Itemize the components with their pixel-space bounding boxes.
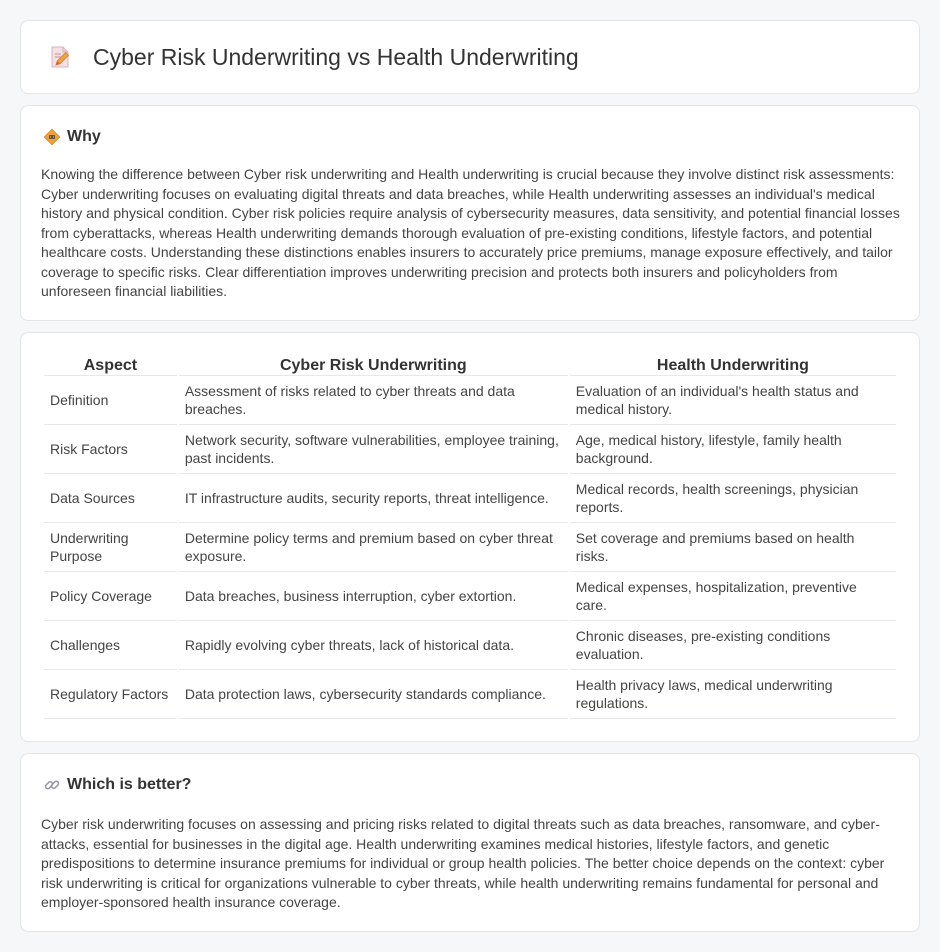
aspect-cell: Policy Coverage	[44, 572, 177, 621]
diamond-warning-icon	[43, 128, 61, 146]
aspect-cell: Regulatory Factors	[44, 670, 177, 719]
table-row	[44, 425, 896, 474]
cyber-cell: IT infrastructure audits, security reports, threat intelligence.	[179, 474, 568, 523]
health-cell: Medical records, health screenings, physician reports.	[570, 474, 896, 523]
why-title: Why	[67, 128, 101, 145]
why-section	[20, 105, 920, 321]
title-card	[20, 20, 920, 94]
aspect-cell: Definition	[44, 376, 177, 425]
cyber-cell: Data breaches, business interruption, cyber extortion.	[179, 572, 568, 621]
cyber-cell: Determine policy terms and premium based on cyber threat exposure.	[179, 523, 568, 572]
which-is-better-section	[20, 753, 920, 932]
better-body: Cyber risk underwriting focuses on assessing and pricing risks related to digital threats such as data breaches, ransomware, and cyber-attacks, essential for businesses in the digital age. Health underwriting examines medical histories, lifestyle factors, and genetic predispositions to determine insurance premiums for individual or group health policies. The better choice depends on the context: cyber risk underwriting is critical for organizations vulnerable to cyber threats, while health underwriting remains fundamental for personal and employer-sponsored health insurance coverage.	[41, 816, 885, 910]
aspect-cell: Challenges	[44, 621, 177, 670]
column-header-health: Health Underwriting	[570, 352, 896, 376]
table-row	[44, 670, 896, 719]
cyber-cell: Data protection laws, cybersecurity standards compliance.	[179, 670, 568, 719]
health-cell: Evaluation of an individual's health status and medical history.	[570, 376, 896, 425]
health-cell: Health privacy laws, medical underwriting regulations.	[570, 670, 896, 719]
table-row	[44, 572, 896, 621]
aspect-cell: Data Sources	[44, 474, 177, 523]
health-cell: Medical expenses, hospitalization, preventive care.	[570, 572, 896, 621]
aspect-cell: Underwriting Purpose	[44, 523, 177, 572]
table-row	[44, 523, 896, 572]
link-icon	[43, 776, 61, 794]
comparison-table-section	[20, 332, 920, 742]
cyber-cell: Assessment of risks related to cyber threats and data breaches.	[179, 376, 568, 425]
page-title: Cyber Risk Underwriting vs Health Underwriting	[93, 43, 579, 70]
aspect-cell: Risk Factors	[44, 425, 177, 474]
document-pencil-icon	[47, 44, 73, 70]
why-body: Knowing the difference between Cyber risk underwriting and Health underwriting is crucial because they involve distinct risk assessments: Cyber underwriting focuses on evaluating digital threats and data breaches, while Health underwriting assesses an individual's medical history and physical condition. Cyber risk policies require analysis of cybersecurity measures, data sensitivity, and potential financial losses from cyberattacks, whereas Health underwriting demands thorough evaluation of pre-existing conditions, lifestyle factors, and potential healthcare costs. Understanding these distinctions enables insurers to accurately price premiums, manage exposure effectively, and tailor coverage to specific risks. Clear differentiation improves underwriting precision and protects both insurers and policyholders from unforeseen financial liabilities.	[41, 166, 900, 299]
health-cell: Set coverage and premiums based on health risks.	[570, 523, 896, 572]
better-title: Which is better?	[67, 776, 192, 793]
health-cell: Age, medical history, lifestyle, family health background.	[570, 425, 896, 474]
comparison-table	[42, 352, 898, 719]
column-header-aspect: Aspect	[44, 352, 177, 376]
better-heading	[43, 776, 191, 794]
table-row	[44, 621, 896, 670]
cyber-cell: Rapidly evolving cyber threats, lack of historical data.	[179, 621, 568, 670]
cyber-cell: Network security, software vulnerabilities, employee training, past incidents.	[179, 425, 568, 474]
table-row	[44, 376, 896, 425]
why-heading	[43, 128, 101, 146]
table-row	[44, 474, 896, 523]
table-header-row	[44, 352, 896, 376]
health-cell: Chronic diseases, pre-existing conditions evaluation.	[570, 621, 896, 670]
column-header-cyber: Cyber Risk Underwriting	[179, 352, 568, 376]
